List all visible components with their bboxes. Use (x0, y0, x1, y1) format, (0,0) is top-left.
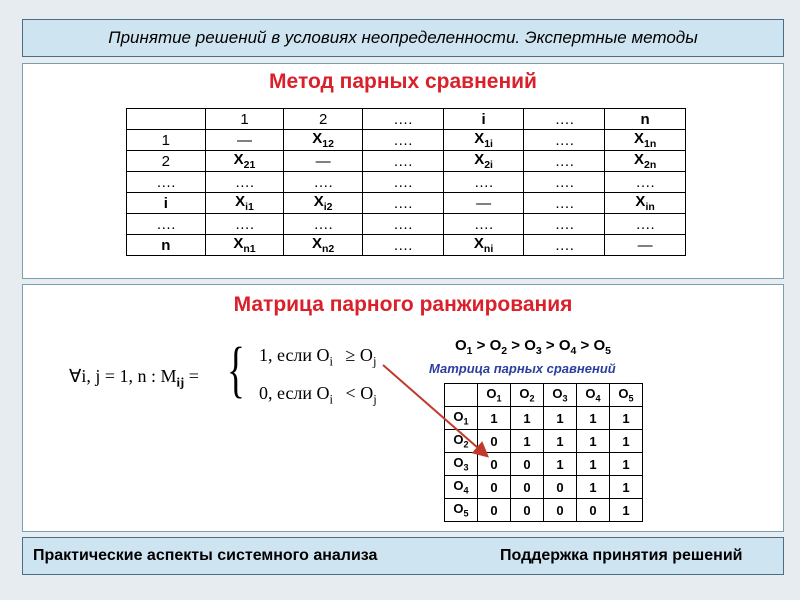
pairwise-cell: n (127, 235, 206, 256)
matrix-cell: $O_1$ (478, 384, 511, 407)
pairwise-row (127, 193, 686, 214)
formula-case2: 0, если O (259, 383, 330, 403)
matrix-cell: 0 (478, 453, 511, 476)
matrix-cell: 0 (478, 430, 511, 453)
matrix-cell: $O_2$ (445, 430, 478, 453)
pairwise-cell: …. (127, 172, 206, 193)
matrix-cell: $O_2$ (511, 384, 544, 407)
pairwise-row (127, 214, 686, 235)
matrix-cell: 1 (610, 476, 643, 499)
pairwise-cell: …. (284, 172, 363, 193)
matrix-cell: 1 (577, 476, 610, 499)
annotation-arrow (23, 285, 783, 531)
footer-right: Поддержка принятия решений (500, 547, 743, 564)
matrix-cell: 1 (610, 407, 643, 430)
pairwise-cell: …. (127, 214, 206, 235)
matrix-cell: $O_1$ (445, 407, 478, 430)
pairwise-cell: …. (524, 214, 605, 235)
pairwise-cell: 2 (284, 109, 363, 130)
matrix-cell: 1 (511, 430, 544, 453)
pairwise-cell (127, 109, 206, 130)
pairwise-cell: 1 (205, 109, 284, 130)
pairwise-cell: …. (524, 172, 605, 193)
slide-header (22, 19, 784, 57)
formula-case1: 1, если O (259, 345, 330, 365)
pairwise-cell: …. (605, 214, 686, 235)
pairwise-cell: …. (362, 172, 443, 193)
panel1-title: Метод парных сравнений (269, 70, 537, 93)
ranking-formula: ∀i, j = 1, n : $M_{ij}$ = { 1, если $O_i \ge O_j$ 0, если $O_i < O_j$ (69, 336, 377, 407)
header-title: Принятие решений в условиях неопределенности. Экспертные методы (108, 28, 698, 47)
pairwise-cell: — (605, 235, 686, 256)
pairwise-cell: …. (524, 109, 605, 130)
footer-left: Практические аспекты системного анализа (33, 547, 378, 564)
pairwise-cell: $X_{n1}$ (205, 235, 284, 256)
pairwise-cell: …. (362, 130, 443, 151)
pairwise-cell: — (443, 193, 524, 214)
pairwise-cell: $X_{ni}$ (443, 235, 524, 256)
pairwise-cell: …. (524, 235, 605, 256)
pairwise-row (127, 172, 686, 193)
pairwise-cell: — (284, 151, 363, 172)
pairwise-cell: …. (362, 193, 443, 214)
pairwise-cell: …. (524, 193, 605, 214)
matrix-cell: 1 (610, 499, 643, 522)
matrix-cell: $O_3$ (544, 384, 577, 407)
formula-case1-rel: ≥ O (345, 345, 373, 365)
pairwise-cell: …. (362, 109, 443, 130)
pairwise-cell: …. (524, 151, 605, 172)
pairwise-cell: …. (205, 214, 284, 235)
pairwise-cell: — (205, 130, 284, 151)
pairwise-cell: $X_{i2}$ (284, 193, 363, 214)
matrix-cell: 1 (544, 407, 577, 430)
matrix-cell: 1 (511, 407, 544, 430)
pairwise-cell: …. (605, 172, 686, 193)
pairwise-row (127, 151, 686, 172)
pairwise-cell: …. (443, 214, 524, 235)
matrix-cell: $O_5$ (610, 384, 643, 407)
pairwise-cell: $X_{n2}$ (284, 235, 363, 256)
formula-quantifier: ∀i, j = 1, n : M (69, 366, 177, 386)
matrix-cell: 1 (544, 453, 577, 476)
matrix-cell: 1 (577, 430, 610, 453)
panel2-title: Матрица парного ранжирования (233, 293, 573, 316)
matrix-cell: 0 (511, 476, 544, 499)
pairwise-comparison-panel (22, 63, 784, 279)
matrix-cell: 1 (610, 430, 643, 453)
pairwise-cell: $X_{21}$ (205, 151, 284, 172)
pairwise-row (127, 109, 686, 130)
matrix-cell: 0 (478, 476, 511, 499)
matrix-cell: 1 (544, 430, 577, 453)
pairwise-cell: i (443, 109, 524, 130)
matrix-cell: 1 (577, 453, 610, 476)
matrix-cell: $O_4$ (445, 476, 478, 499)
formula-case2-rel: < O (345, 383, 374, 403)
pairwise-cell: $X_{2i}$ (443, 151, 524, 172)
matrix-cell: 0 (478, 499, 511, 522)
pairwise-cell: n (605, 109, 686, 130)
matrix-cell: 1 (478, 407, 511, 430)
slide-footer (22, 537, 784, 575)
matrix-title: Матрица парных сравнений (429, 361, 616, 376)
pairwise-cell: $X_{1i}$ (443, 130, 524, 151)
pairwise-row (127, 235, 686, 256)
matrix-cell: $O_5$ (445, 499, 478, 522)
matrix-cell: 0 (511, 453, 544, 476)
ranking-panel (22, 284, 784, 532)
matrix-cell: 0 (577, 499, 610, 522)
matrix-cell: 0 (511, 499, 544, 522)
pairwise-cell: 2 (127, 151, 206, 172)
pairwise-cell: …. (362, 151, 443, 172)
matrix-cell: 1 (610, 453, 643, 476)
pairwise-cell: …. (362, 235, 443, 256)
matrix-cell: $O_3$ (445, 453, 478, 476)
pairwise-cell: 1 (127, 130, 206, 151)
pairwise-table (126, 108, 686, 256)
pairwise-cell: …. (524, 130, 605, 151)
pairwise-cell: …. (284, 214, 363, 235)
matrix-cell: 0 (544, 476, 577, 499)
preference-chain: $O_1 > O_2 > O_3 > O_4 > O_5$ (455, 337, 611, 357)
matrix-cell: 1 (577, 407, 610, 430)
pairwise-cell: …. (205, 172, 284, 193)
pairwise-cell: $X_{2n}$ (605, 151, 686, 172)
pairwise-cell: i (127, 193, 206, 214)
pairwise-cell: $X_{i1}$ (205, 193, 284, 214)
matrix-cell: $O_4$ (577, 384, 610, 407)
pairwise-cell: $X_{in}$ (605, 193, 686, 214)
pairwise-cell: …. (443, 172, 524, 193)
pairwise-cell: $X_{1n}$ (605, 130, 686, 151)
pairwise-cell: $X_{12}$ (284, 130, 363, 151)
matrix-cell: 0 (544, 499, 577, 522)
pairwise-cell: …. (362, 214, 443, 235)
pairwise-row (127, 130, 686, 151)
